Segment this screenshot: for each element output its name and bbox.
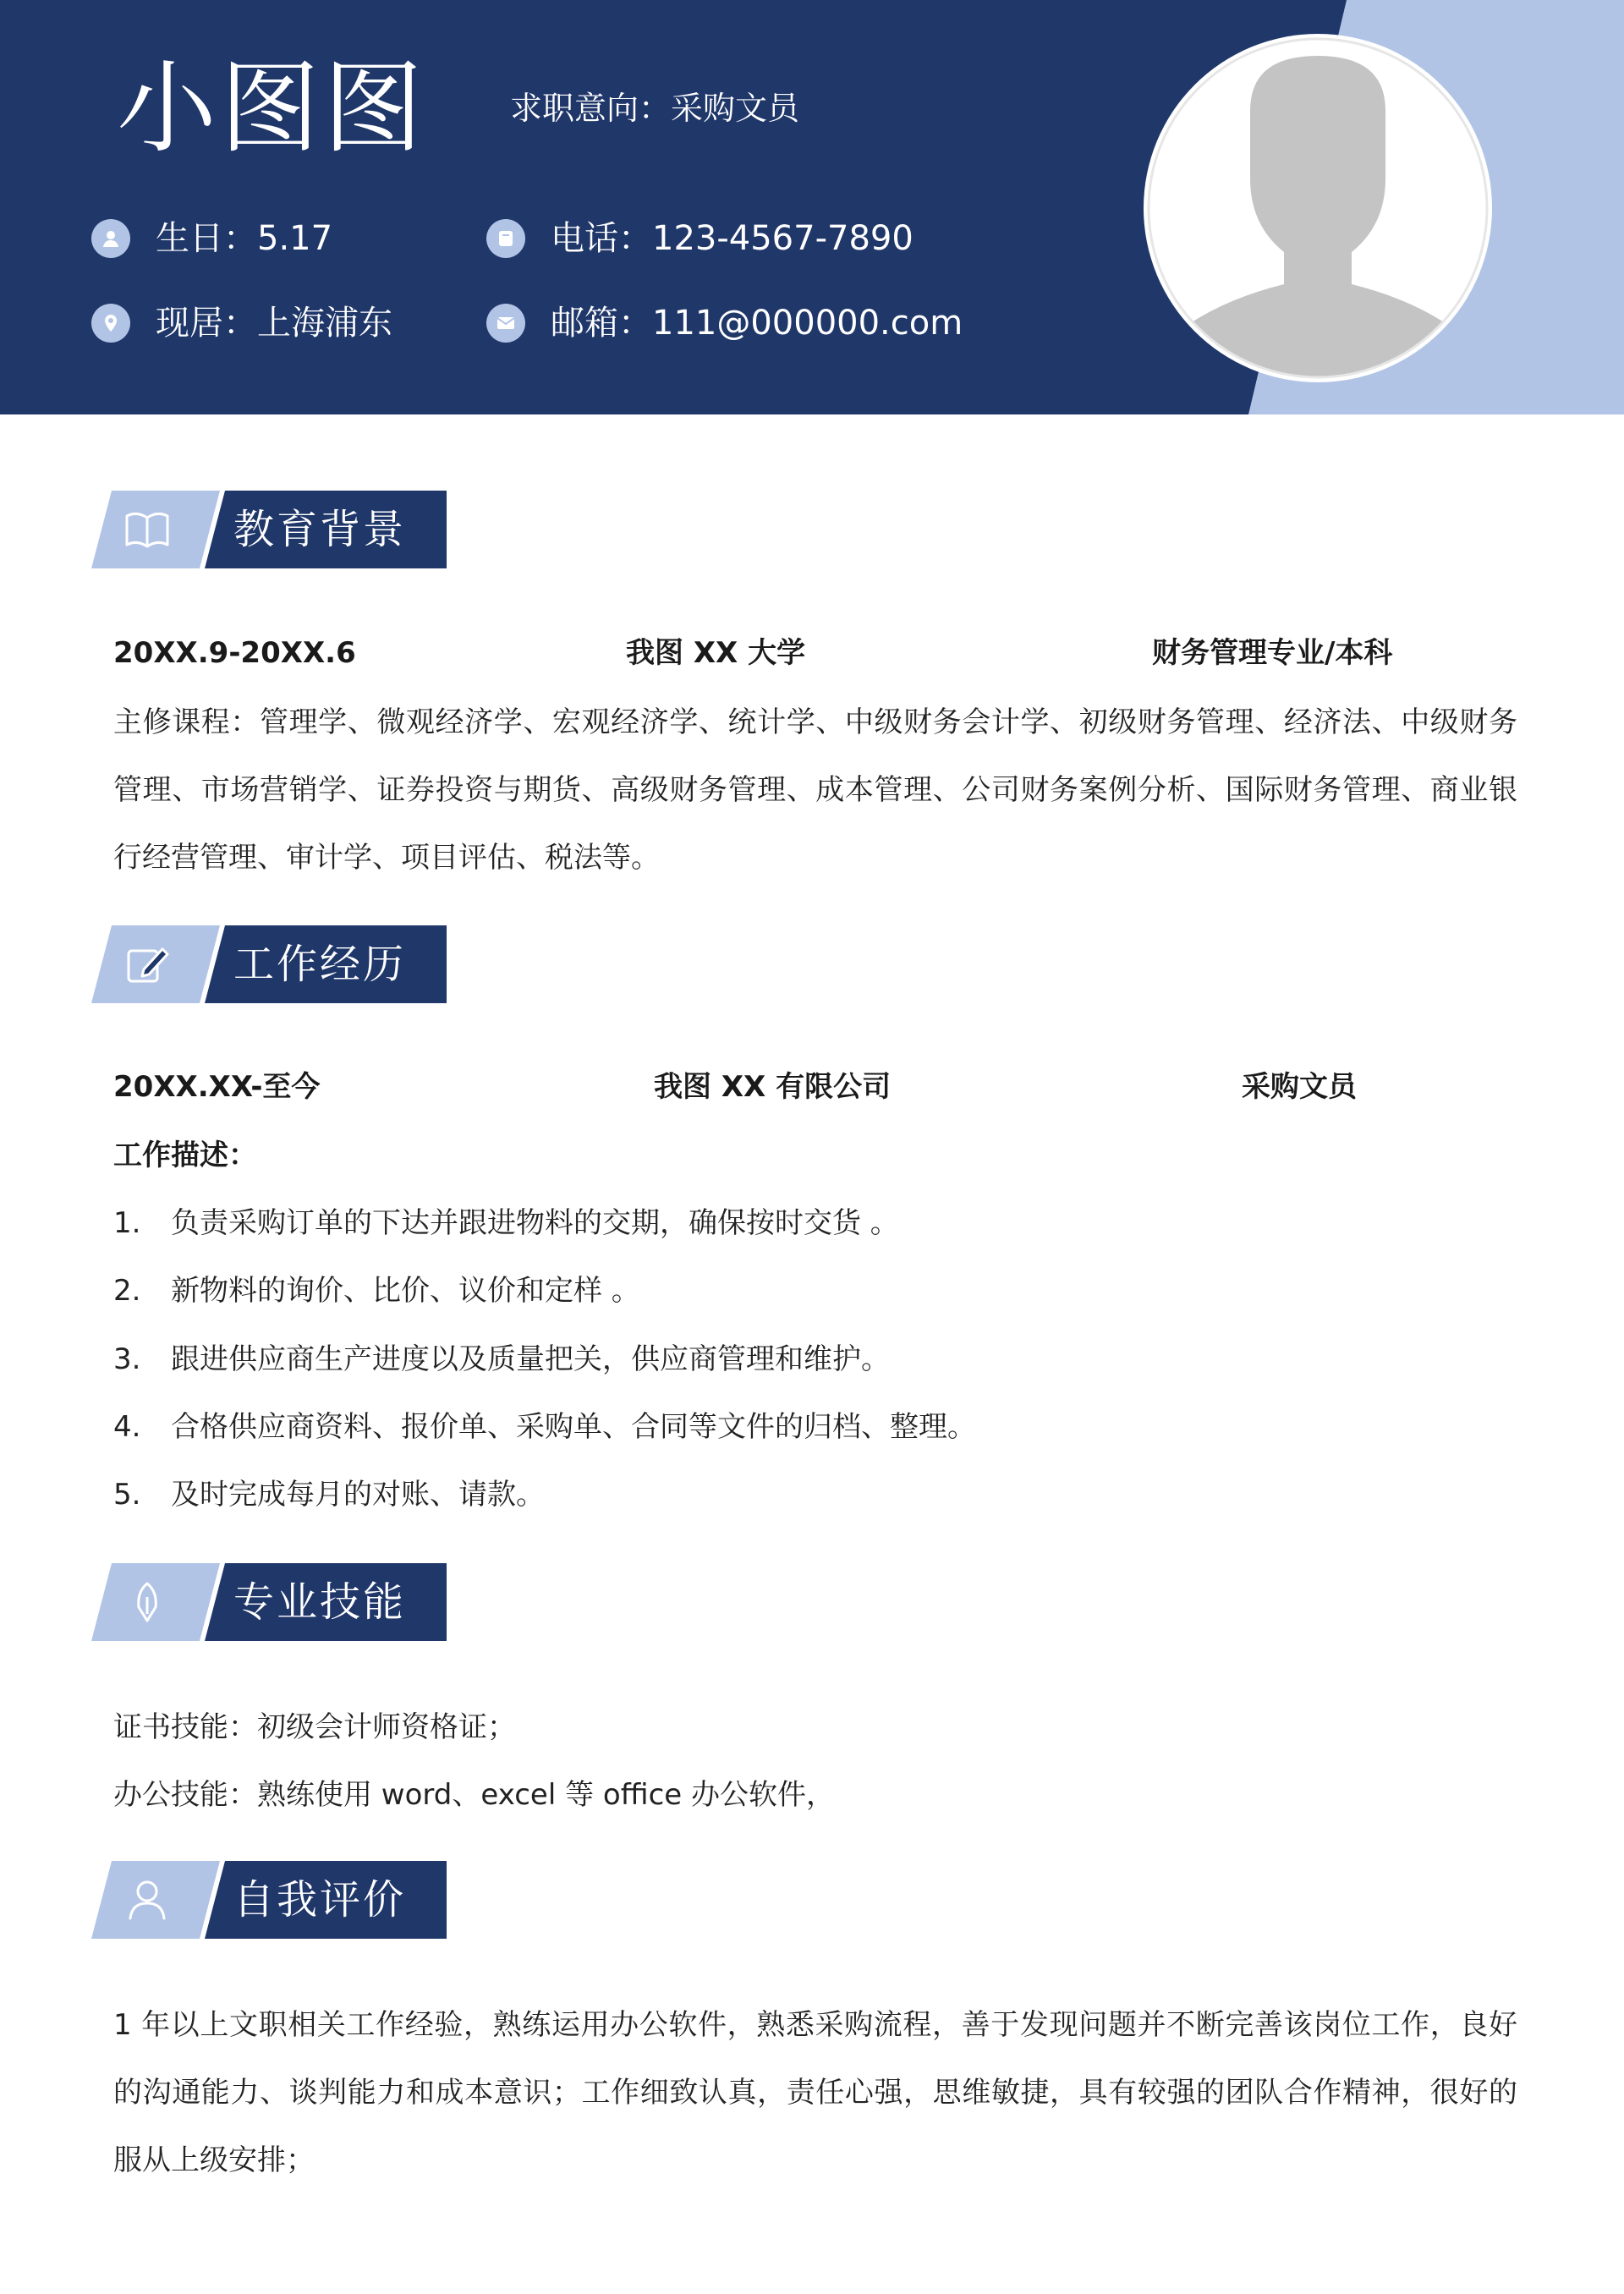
work-duty-item xyxy=(113,1408,976,1446)
skill-office: 办公技能：熟练使用 word、excel 等 office 办公软件， xyxy=(113,1778,835,1812)
work-company: 我图 XX 有限公司 xyxy=(654,1070,892,1104)
duty-text: 合格供应商资料、报价单、采购单、合同等文件的归档、整理。 xyxy=(171,1410,976,1444)
birthday-text: 生日：5.17 xyxy=(156,219,333,258)
work-period: 20XX.XX-至今 xyxy=(113,1070,321,1104)
section-title-work: 工作经历 xyxy=(233,941,407,988)
user-icon xyxy=(123,1878,171,1922)
work-duty-item xyxy=(113,1341,890,1378)
section-header-self-evaluation xyxy=(91,1861,447,1939)
duty-number: 5. xyxy=(113,1478,141,1512)
location-pin-icon xyxy=(91,304,130,343)
skill-certificate: 证书技能：初级会计师资格证； xyxy=(113,1710,516,1744)
duty-text: 负责采购订单的下达并跟进物料的交期，确保按时交货 。 xyxy=(171,1206,899,1240)
work-description-label: 工作描述： xyxy=(113,1139,257,1172)
phone-icon xyxy=(486,219,525,258)
duty-number: 4. xyxy=(113,1410,141,1444)
education-courses: 主修课程：管理学、微观经济学、宏观经济学、统计学、中级财务会计学、初级财务管理、经济法、中级财务管理、市场营销学、证券投资与期货、高级财务管理、成本管理、公司财务案例分析、国际财务管理、商业银行经营管理、审计学、项目评估、税法等。 xyxy=(113,705,1517,875)
section-title-self-evaluation: 自我评价 xyxy=(233,1876,407,1924)
email-text: 邮箱：111@000000.com xyxy=(551,304,963,343)
duty-text: 跟进供应商生产进度以及质量把关，供应商管理和维护。 xyxy=(171,1342,890,1376)
address-text: 现居：上海浦东 xyxy=(156,304,392,343)
duty-text: 及时完成每月的对账、请款。 xyxy=(171,1478,545,1512)
duty-text: 新物料的询价、比价、议价和定样 。 xyxy=(171,1274,640,1308)
section-header-skills xyxy=(91,1563,447,1641)
work-duty-item xyxy=(113,1272,640,1309)
candidate-name: 小图图 xyxy=(117,50,427,167)
person-icon xyxy=(91,219,130,258)
section-title-skills: 专业技能 xyxy=(233,1578,407,1626)
mail-icon xyxy=(486,304,525,343)
duty-number: 2. xyxy=(113,1274,141,1308)
education-period: 20XX.9-20XX.6 xyxy=(113,636,356,670)
edit-icon xyxy=(123,942,171,986)
duty-number: 3. xyxy=(113,1342,141,1376)
section-title-education: 教育背景 xyxy=(233,506,407,553)
avatar xyxy=(1140,30,1495,386)
work-position: 采购文员 xyxy=(1242,1070,1357,1104)
book-icon xyxy=(123,508,171,552)
duty-number: 1. xyxy=(113,1206,141,1240)
birthday-info xyxy=(91,217,332,261)
section-header-education xyxy=(91,491,447,568)
work-duty-item xyxy=(113,1476,545,1513)
education-major: 财务管理专业/本科 xyxy=(1152,636,1393,670)
pen-nib-icon xyxy=(123,1580,171,1624)
section-header-work xyxy=(91,925,447,1003)
education-school: 我图 XX 大学 xyxy=(626,636,806,670)
phone-text: 电话：123-4567-7890 xyxy=(551,219,914,258)
self-evaluation-text: 1 年以上文职相关工作经验，熟练运用办公软件，熟悉采购流程，善于发现问题并不断完善该岗位工作，良好的沟通能力、谈判能力和成本意识；工作细致认真，责任心强，思维敏捷，具有较强的团队合作精神，很好的服从上级安排； xyxy=(113,2008,1517,2177)
job-intent: 求职意向：采购文员 xyxy=(510,90,800,127)
email-info xyxy=(486,301,963,345)
address-info xyxy=(91,301,392,345)
phone-info xyxy=(486,217,914,261)
work-duty-item xyxy=(113,1205,899,1242)
